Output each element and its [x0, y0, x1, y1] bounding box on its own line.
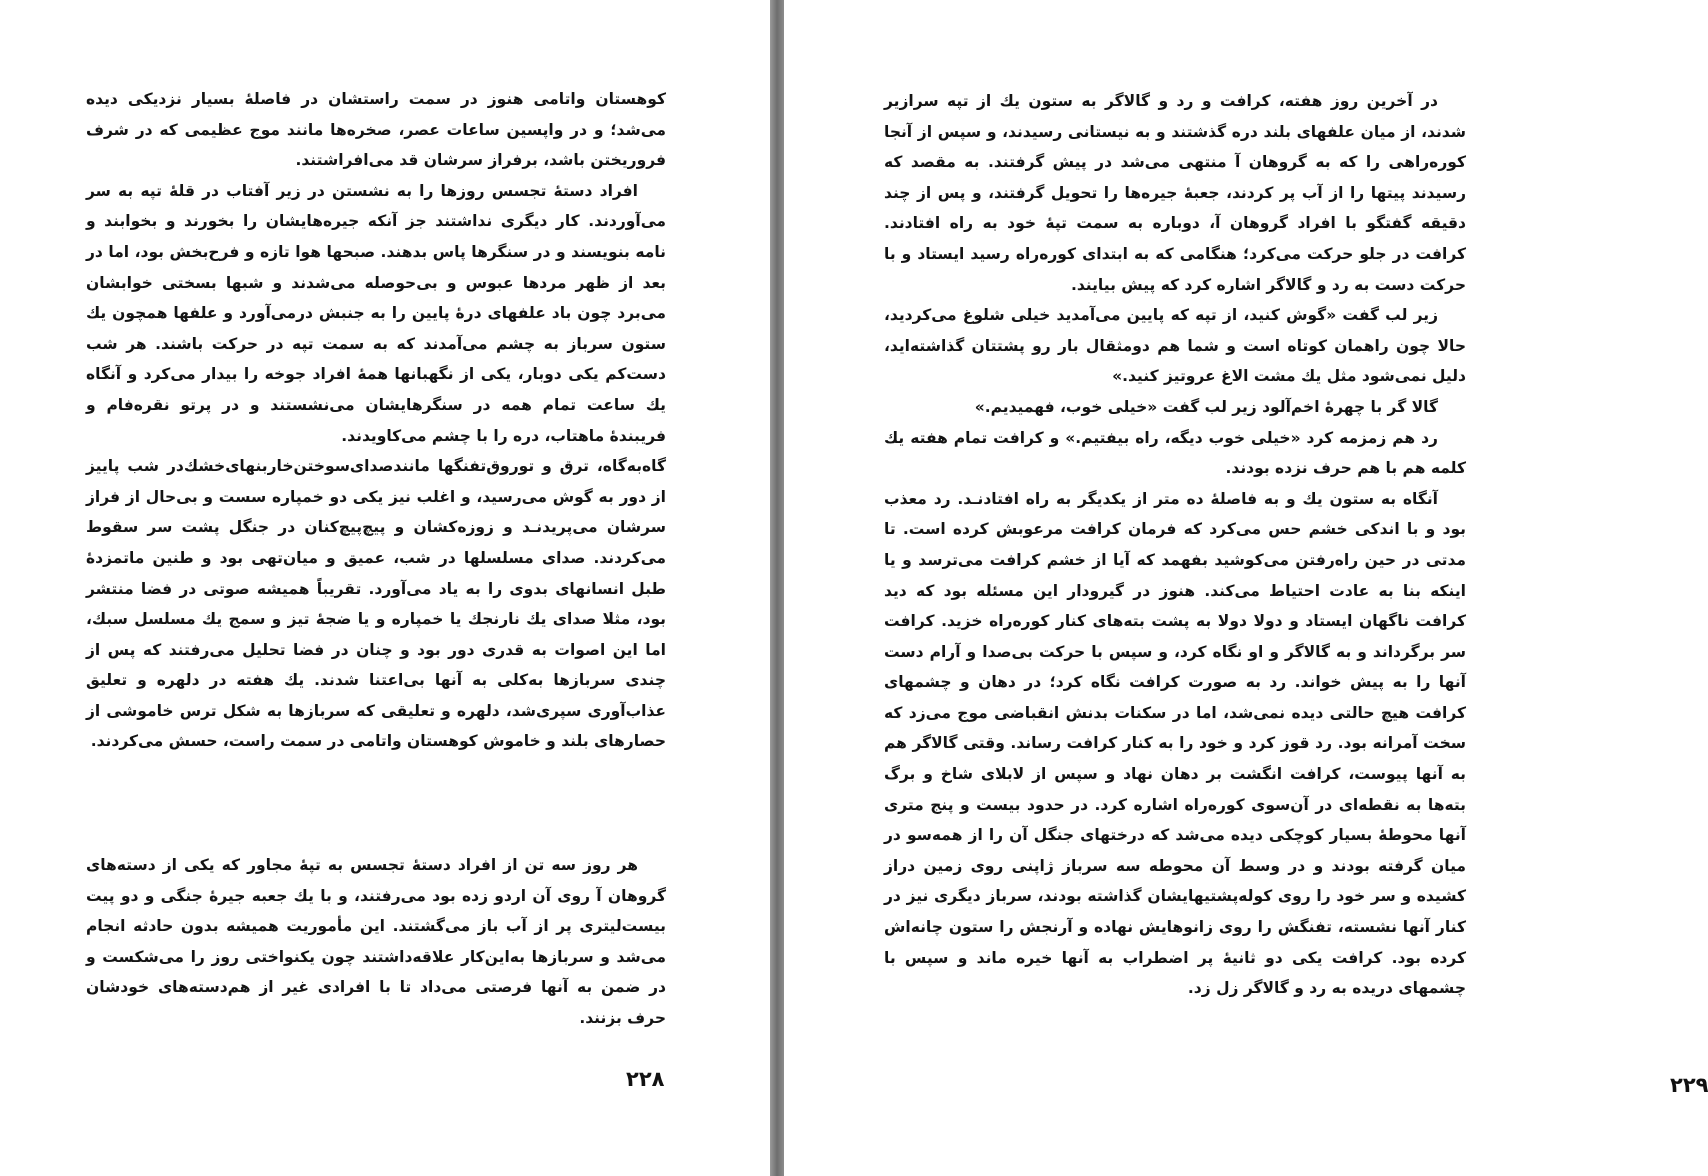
page-number-right: ۲۲۹ — [1670, 1073, 1708, 1097]
paragraph: گاه‌به‌گاه، ترق و توروق‌تفنگها مانندصدای‌سوختن‌خاربنهای‌خشك‌در شب پاییز از دور به گوش می‌رسید، و اغلب نیز یکی دو خمپاره سست و بی‌حال از فراز سرشان می‌پریدنـد و زوزه‌کشان و پیچ‌پیچ‌کنان در جنگل پشت سر سقوط می‌کردند. صدای مسلسلها در شب، عمیق و میان‌تهی بود و طنین ماتمزدهٔ طبل انسانهای بدوی را به یاد می‌آورد. تقریباً همیشه صوتی در فضا منتشر بود، مثلا صدای یك نارنجك یا خمپاره و یا ضجهٔ تیز و سمج یك مسلسل سبك، اما این اصوات به قدری دور بود و چنان در فضا تحلیل می‌رفتند که پس از چندی سربازها به‌کلی به آنها بی‌اعتنا شدند. یك هفته در دلهره و تعلیق عذاب‌آوری سپری‌شد، دلهره و تعلیقی که سربازها به شکل ترس خاموشی از حصارهای بلند و خاموش کوهستان واتامی در سمت راست، حسش می‌کردند. — [86, 457, 666, 751]
paragraph: هر روز سه تن از افراد دستهٔ تجسس به تپهٔ مجاور که یکی از دسته‌های گروهان آ روی آن اردو زده بود می‌رفتند، و با یك جعبه جیرهٔ جنگی و دو پیت بیست‌لیتری پر از آب باز می‌گشتند. این مأموریت همیشه بدون حادثه انجام می‌شد و سربازها به‌این‌کار علاقه‌داشتند چون یکنواختی روز را می‌شکست و در ضمن به آنها فرصتی می‌داد تا با افرادی غیر از هم‌دسته‌های خودشان حرف بزنند. — [86, 856, 666, 1027]
page-number-left: ۲۲۸ — [626, 1067, 665, 1091]
paragraph: افراد دستهٔ تجسس روزها را به نشستن در زیر آفتاب در قلهٔ تپه به سر می‌آوردند. کار دیگری نداشتند جز آنکه جیره‌هایشان را بخورند و بخوابند و نامه بنویسند و در سنگرها پاس بدهند. صبحها هوا تازه و فرح‌بخش بود، اما در بعد از ظهر مردها عبوس و بی‌حوصله می‌شدند و شبها بسختی خوابشان می‌برد چون باد علفهای درهٔ پایین را به جنبش درمی‌آورد و علفها همچون یك ستون سرباز به چشم می‌آمدند که به سمت تپه در حرکت باشند. هر شب دست‌کم یکی دوبار، یکی از نگهبانها همهٔ افراد جوخه را بیدار می‌کرد و آنگاه یك ساعت تمام همه در سنگرهایشان می‌نشستند و در پرتو نقره‌فام و فریبندهٔ ماهتاب، دره را با چشم می‌کاویدند. — [86, 181, 666, 445]
paragraph: آنگاه به ستون یك و به فاصلهٔ ده متر از یکدیگر به راه افتادنـد. رد معذب بود و با اندکی خشم حس می‌کرد که فرمان کرافت مرعوبش کرده است. تا مدتی در حین راه‌رفتن می‌کوشید بفهمد که آیا از خشم کرافت می‌ترسد و یا اینکه بنا به عادت احتیاط می‌کند. هنوز در گیرودار این مسئله بود که دید کرافت ناگهان ایستاد و دولا دولا به پشت بته‌های کنار کوره‌راه خزید. کرافت سر برگرداند و به گالاگر و او نگاه کرد، و سپس با حرکت بی‌صدا و آرام دست آنها را به پیش خواند. رد به صورت کرافت نگاه کرد؛ در دهان و چشمهای کرافت هیچ حالتی دیده نمی‌شد، اما در سکنات بدنش انقباضی موج می‌زد که سخت آمرانه بود. رد قوز کرد و خود را به کنار کرافت رساند. وقتی گالاگر هم به آنها پیوست، کرافت انگشت بر دهان نهاد و سپس از لابلای شاخ و برگ بته‌ها به نقطه‌ای در آن‌سوی کوره‌راه اشاره کرد. در حدود بیست و پنج متری آنها محوطهٔ بسیار کوچکی دیده می‌شد که درختهای جنگل آن را از همه‌سو در میان گرفته بودند و در وسط آن محوطه سه سرباز ژاپنی روی زمین دراز کشیده و سر خود را روی کوله‌پشتیهایشان گذاشته بودند، سرباز دیگری نیز در کنار آنها نشسته، تفنگش را روی زانوهایش نهاده و آرنجش را ستون چانه‌اش کرده بود. کرافت یکی دو ثانیهٔ پر اضطراب به آنها خیره ماند و سپس با چشمهای دریده به رد و گالاگر زل زد. — [884, 489, 1466, 998]
paragraph: زیر لب گفت «گوش کنید، از تپه که پایین می‌آمدید خیلی شلوغ می‌کردید، حالا چون راهمان کوتاه است و شما هم دومثقال بار رو پشتتان گذاشته‌اید، دلیل نمی‌شود مثل یك مشت الاغ عروتیز کنید.» — [884, 306, 1466, 386]
right-page — [784, 0, 1708, 1176]
book-gutter — [770, 0, 784, 1176]
paragraph: کوهستان واتامی هنوز در سمت راستشان در فاصلهٔ بسیار نزدیکی دیده می‌شد؛ و در واپسین ساعات عصر، صخره‌ها مانند موج عظیمی که در شرف فروریختن باشد، برفراز سرشان قد می‌افراشتند. — [86, 90, 666, 170]
paragraph: رد هم زمزمه کرد «خیلی خوب دیگه، راه بیفتیم.» و کرافت تمام هفته یك کلمه هم با هم حرف نزده بودند. — [884, 428, 1466, 478]
paragraph: گالا گر با چهرهٔ اخم‌آلود زیر لب گفت «خیلی خوب، فهمیدیم.» — [974, 397, 1438, 416]
left-page-section-text — [86, 850, 666, 1034]
left-page-main-text — [86, 84, 666, 757]
right-page-main-text — [884, 86, 1466, 1004]
paragraph: در آخرین روز هفته، کرافت و رد و گالاگر به ستون یك از تپه سرازیر شدند، از میان علفهای بلند دره گذشتند و به نیستانی رسیدند، و سپس از آنجا کوره‌راهی را که به گروهان آ منتهی می‌شد در پیش گرفتند. به مقصد که رسیدند پیتها را از آب پر کردند، جعبهٔ جیره‌ها را تحویل گرفتند، و پس از چند دقیقه گفتگو با افراد گروهان آ، دوباره به سمت تپهٔ خود به راه افتادند. کرافت در جلو حرکت می‌کرد؛ هنگامی که به ابتدای کوره‌راه رسید ایستاد و با حرکت دست به رد و گالاگر اشاره کرد که پیش بیایند. — [884, 92, 1466, 294]
left-page — [0, 0, 770, 1176]
